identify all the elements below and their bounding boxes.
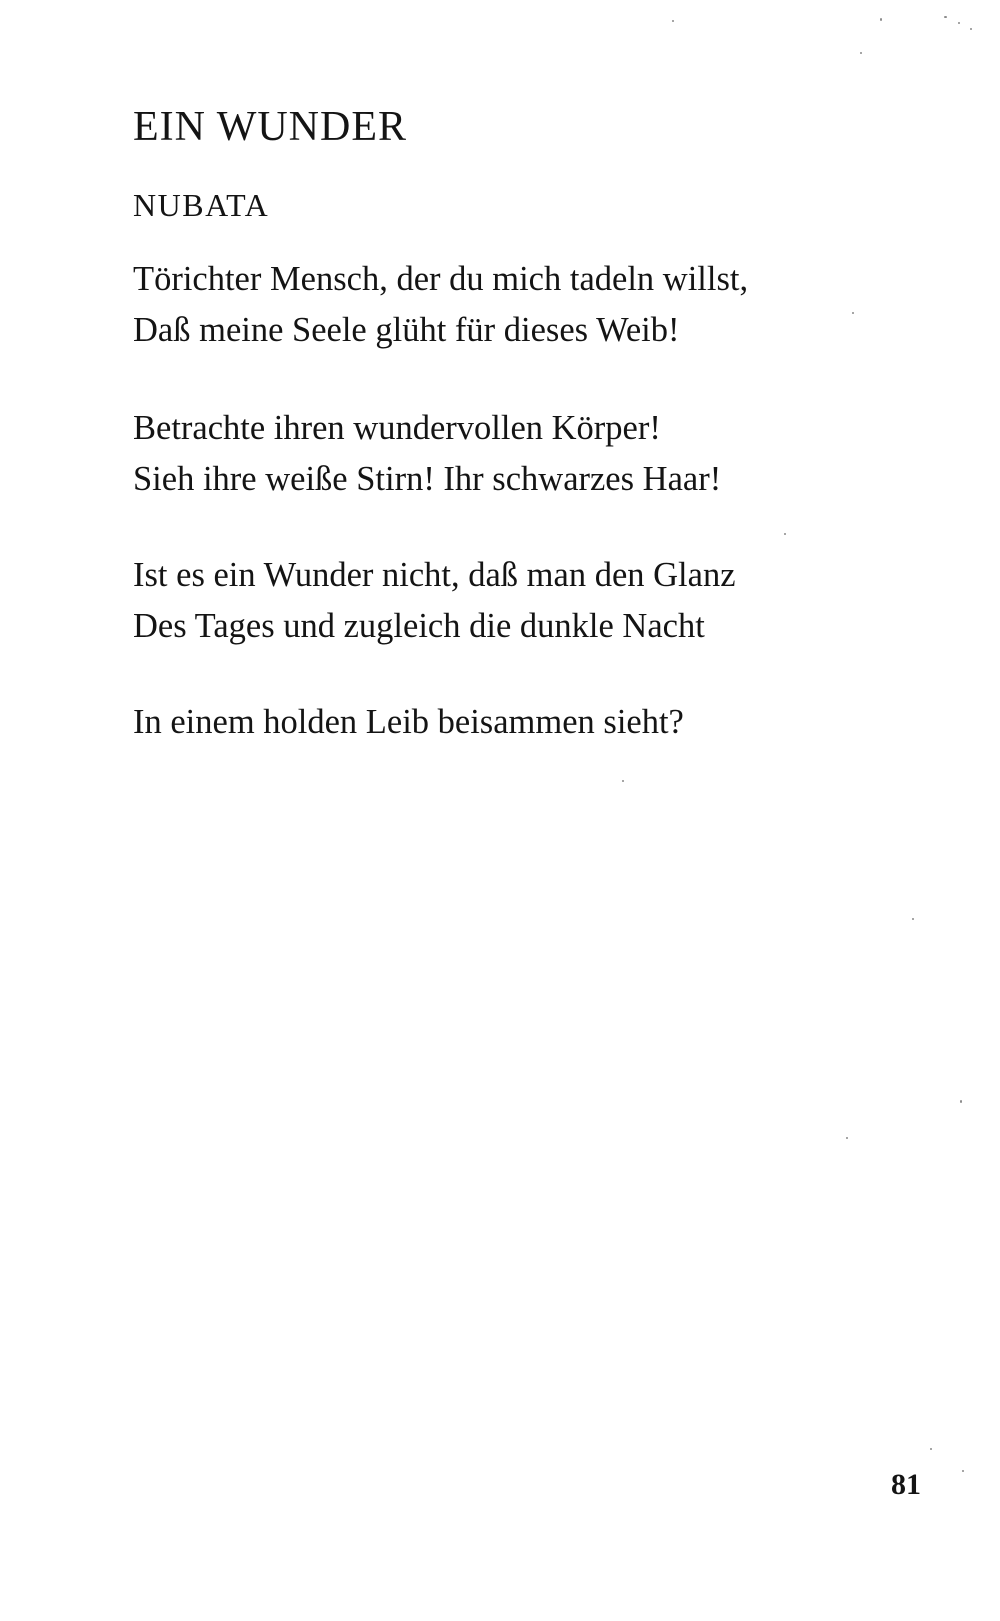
poem-title: EIN WUNDER [133,104,408,150]
scan-speck [944,16,947,18]
scan-speck [622,780,624,782]
stanza [133,254,748,356]
scan-speck [970,28,972,30]
scan-speck [672,20,674,22]
scan-speck [962,1470,964,1472]
scan-speck [912,918,914,920]
verse-line: Ist es ein Wunder nicht, daß man den Glanz [133,556,736,594]
scan-speck [860,52,862,54]
stanza [133,403,721,505]
verse-line: Des Tages und zugleich die dunkle Nacht [133,607,705,645]
scan-speck [846,1137,848,1139]
scan-speck [960,1100,962,1103]
stanza [133,550,736,652]
scan-speck [852,312,854,314]
poem-speaker: NUBATA [133,187,270,223]
verse-line: Törichter Mensch, der du mich tadeln willst, [133,260,749,298]
scan-speck [784,533,786,535]
stanza [133,697,684,748]
verse-line: Daß meine Seele glüht für dieses Weib! [133,311,680,349]
verse-line: Sieh ihre weiße Stirn! Ihr schwarzes Haar! [133,460,722,498]
verse-line: Betrachte ihren wundervollen Körper! [133,409,661,447]
scan-speck [958,22,960,24]
page-number: 81 [891,1468,921,1501]
verse-line: In einem holden Leib beisammen sieht? [133,703,684,741]
scan-speck [930,1448,932,1450]
scan-speck [880,18,882,21]
